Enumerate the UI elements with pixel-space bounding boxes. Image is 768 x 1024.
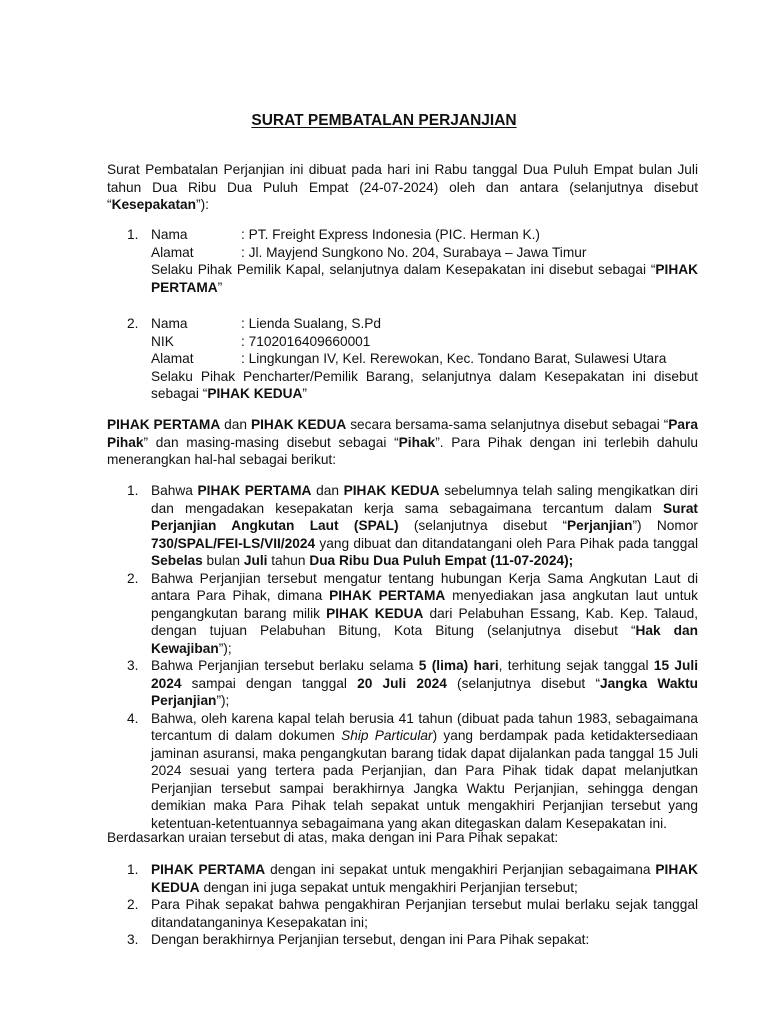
recitals-list [107,482,698,832]
field-label: Nama [151,316,188,331]
bold-text: Perjanjian [567,518,633,533]
recital-item-3 [107,657,698,710]
intro-bold: Kesepakatan [111,197,197,212]
bold-text: Dua Ribu Dua Puluh Empat (11-07-2024); [309,553,574,568]
text: menyediakan jasa angkutan laut untuk pengangkutan barang milik [151,588,698,621]
bold-text: Surat Perjanjian Angkutan Laut (SPAL) [151,500,698,533]
field-label: Alamat [151,244,194,260]
text: Bahwa, oleh karena kapal telah berusia 41 tahun (dibuat pada tahun 1983, sebagaimana tercantum di dalam dokumen [151,710,698,743]
text: (selanjutnya disebut “ [446,675,601,691]
bold-text: PIHAK PERTAMA [329,588,446,603]
text: dan [220,417,251,432]
text: dan [311,483,344,498]
text: ”. Para Pihak dengan ini terlebih dahulu menerangkan hal-hal sebagai berikut: [107,434,698,467]
bold-text: Hak dan Kewajiban [151,623,698,656]
field-label: Alamat [151,351,194,366]
text: secara bersama-sama selanjutnya disebut sebagai “ [346,417,669,432]
text: tahun [267,553,310,568]
text: yang dibuat dan ditandatangani oleh Para Pihak pada tanggal [315,535,698,551]
text: dari Pelabuhan Essang, Kab. Kep. Talaud, dengan tujuan Pelabuhan Bitung, Kota Bitung (selanjutnya disebut “ [151,605,698,638]
para-pihak-paragraph [107,416,698,469]
text: , terhitung sejak tanggal [498,658,654,673]
party-description [151,261,698,296]
text: sampai dengan tanggal [181,675,358,691]
bold-text: PIHAK KEDUA [326,605,424,621]
party-field-row [151,350,698,368]
bold-text: Para Pihak [107,417,698,450]
list-number: 1. [127,483,139,498]
text: bulan [202,553,244,568]
party-desc-end: ” [217,279,223,295]
text: dengan ini juga sepakat untuk mengakhiri Perjanjian tersebut; [199,879,578,895]
text: ” dan masing-masing disebut sebagai “ [143,434,399,450]
list-number: 3. [127,658,139,673]
field-value: : Lienda Sualang, S.Pd [241,316,382,331]
field-value: : Lingkungan IV, Kel. Rerewokan, Kec. Tondano Barat, Sulawesi Utara [241,351,667,366]
intro-text: Surat Pembatalan Perjanjian ini dibuat pada hari ini Rabu tanggal Dua Puluh Empat bulan Juli tahun Dua Ribu Dua Puluh Empat (24-07-2024) oleh dan antara (selanjutnya disebut “ [107,162,698,212]
party-desc-bold: PIHAK KEDUA [207,386,303,401]
party-description [151,368,698,403]
list-number: 3. [127,932,139,947]
text: Bahwa Perjanjian tersebut mengatur tentang hubungan Kerja Sama Angkutan Laut di antara Para Pihak, dimana [151,570,698,603]
field-value: : 7102016409660001 [241,333,371,349]
list-number: 2. [127,570,139,586]
intro-paragraph [107,161,698,214]
party-desc-text: Selaku Pihak Pemilik Kapal, selanjutnya dalam Kesepakatan ini disebut sebagai “ [151,262,656,277]
text: Dengan berakhirnya Perjanjian tersebut, dengan ini Para Pihak sepakat: [151,932,590,947]
text: Bahwa Perjanjian tersebut berlaku selama [151,658,419,673]
party-item-1 [107,226,698,296]
agreement-item-1 [107,861,698,896]
bold-text: PIHAK KEDUA [343,483,440,498]
italic-text: Ship Particular [341,728,433,743]
list-number: 2. [127,897,139,912]
agreement-item-2 [107,896,698,931]
party-field-row [151,333,698,351]
bold-text: PIHAK PERTAMA [151,862,266,877]
text: Para Pihak sepakat bahwa pengakhiran Perjanjian tersebut mulai berlaku sejak tanggal ditandatanganinya Kesepakatan ini; [151,897,698,930]
party-desc-text: Selaku Pihak Pencharter/Pemilik Barang, selanjutnya dalam Kesepakatan ini disebut sebagai “ [151,368,698,401]
text: ) yang berdampak pada ketidaktersediaan jaminan asuransi, maka pengangkutan barang tidak dapat dijalankan pada tanggal 15 Juli 2024 sesuai yang tertera pada Perjanjian, dan Para Pihak tidak dapat melanjutkan Perjanjian tersebut sampai berakhirnya Jangka Waktu Perjanjian, sehingga dengan demikian maka Para Pihak telah sepakat untuk mengakhiri Perjanjian tersebut yang ketentuan-ketentuannya sebagaimana yang akan ditegaskan dalam Kesepakatan ini. [151,728,699,831]
bold-text: Jangka Waktu Perjanjian [151,675,698,708]
text: (selanjutnya disebut “ [398,518,568,533]
text: dengan ini sepakat untuk mengakhiri Perjanjian sebagaimana [265,862,656,877]
text: sebelumnya telah saling mengikatkan diri dan mengadakan kesepakatan kerja sama sebagaimana tercantum dalam [151,483,698,516]
list-number: 4. [127,710,139,726]
text: ”); [218,640,232,656]
text: ”); [216,693,230,708]
document-title: SURAT PEMBATALAN PERJANJIAN [251,112,517,129]
bold-text: 15 Juli 2024 [151,658,698,691]
recital-item-2 [107,570,698,658]
bold-text: PIHAK PERTAMA [107,417,221,432]
bold-text: PIHAK PERTAMA [197,483,312,498]
intro-text-end: ”): [196,197,209,212]
bold-text: PIHAK KEDUA [151,862,698,895]
bold-text: PIHAK KEDUA [251,417,347,432]
text: ”) Nomor [632,518,698,533]
agreements-list [107,861,698,949]
party-field-row [151,315,698,333]
recital-item-1 [107,482,698,570]
bold-text: Juli [243,553,268,568]
field-label: Nama [151,227,188,242]
party-desc-end: ” [302,386,307,401]
list-number: 1. [127,862,139,877]
bold-text: 5 (lima) hari [418,658,499,673]
bold-text: Sebelas [151,553,203,568]
party-field-row [151,226,698,244]
list-number: 1. [127,227,139,242]
party-field-row [151,244,698,262]
bold-text: 730/SPAL/FEI-LS/VII/2024 [151,535,316,551]
field-value: : PT. Freight Express Indonesia (PIC. Herman K.) [241,227,540,242]
bold-text: Pihak [398,434,436,450]
field-label: NIK [151,333,174,349]
party-item-2 [107,315,698,403]
agreement-intro: Berdasarkan uraian tersebut di atas, maka dengan ini Para Pihak sepakat: [107,830,559,845]
field-value: : Jl. Mayjend Sungkono No. 204, Surabaya – Jawa Timur [241,244,587,260]
recital-item-4 [107,710,698,833]
bold-text: 20 Juli 2024 [357,675,447,691]
text: Bahwa [151,483,198,498]
agreement-item-3 [107,931,698,949]
parties-list [107,226,698,403]
list-number: 2. [127,316,139,331]
party-desc-bold: PIHAK PERTAMA [151,262,698,295]
